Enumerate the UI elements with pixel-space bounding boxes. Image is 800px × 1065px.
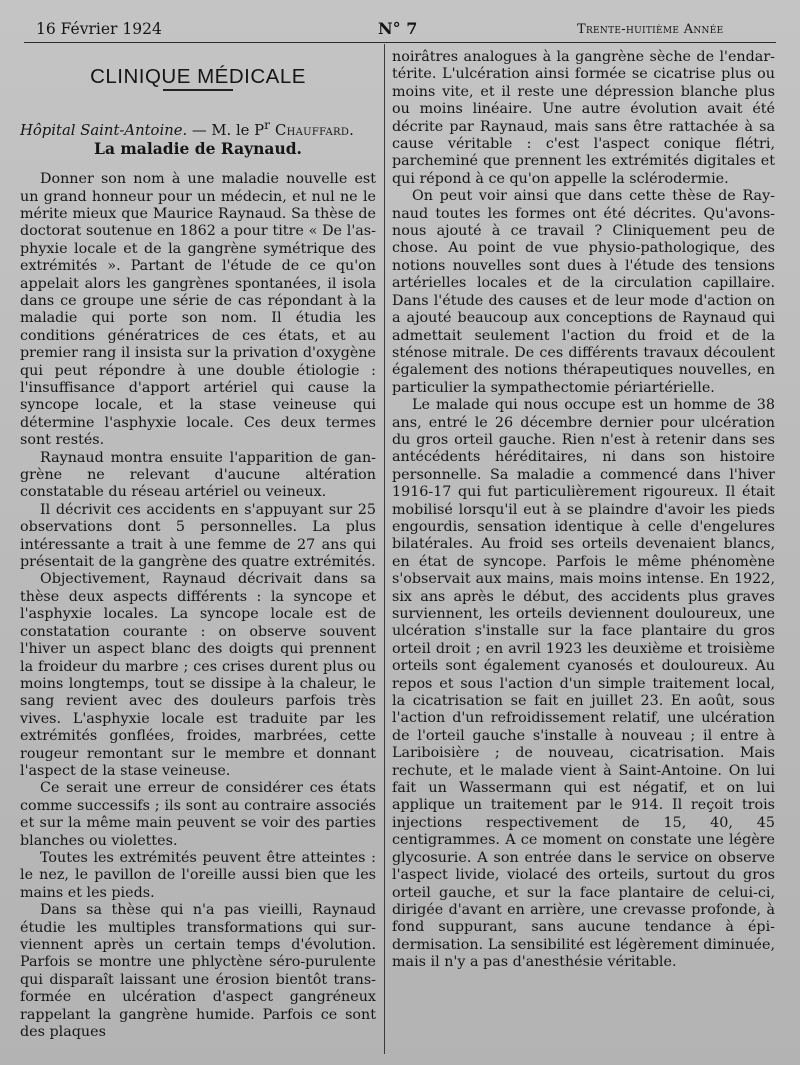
paragraph: Le malade qui nous occupe est un homme de 38 ans, entré le 26 décembre dernier pour ulcération du gros orteil gauche. Rien n'est à retenir dans ses antécédents héréditaires, ni dans son histoire personnelle. Sa maladie a commencé dans l'hiver 1916-17 qui fut particulièrement rigoureux. Il était mobilisé lorsqu'il eut à se plaindre d'avoir les pieds engourdis, sensation identique à celle d'engelures bilatérales. Au froid ses orteils devenaient blancs, en état de syncope. Parfois le même phénomène s'observait aux mains, mais moins intense. En 1922, six ans après le début, des accidents plus graves surviennent, les orteils deviennent douloureux, une ulcération s'installe sur la face plantaire du gros orteil droit ; en avril 1923 les deuxième et troisième orteils sont également cyanosés et douloureux. Au repos et sous l'action d'un simple traitement local, la cicatrisation se fait en juillet 23. En août, sous l'action d'un refroidissement relatif, une ulcération de l'orteil gauche s'installe à nouveau ; il entre à Lariboisière ; de nouveau, cicatrisation. Mais rechute, et le malade vient à Saint-Antoine. On lui fait un Wassermann qui est négatif, et on lui applique un traitement par le 914. Il reçoit trois injections respectivement de 15, 40, 45 centigrammes. A ce moment on constate une légère glycosurie. A son entrée dans le service on observe l'aspect livide, violacé des orteils, surtout du gros orteil gauche, et sur la face plantaire de celui-ci, dirigée d'avant en arrière, une crevasse profonde, à fond suppurant, sans aucune tendance à épidermisation. La sensibilité est légèrement diminuée, mais il n'y a pas d'anesthésie véritable. (392, 397, 775, 971)
paragraph: Toutes les extrémités peuvent être atteintes : le nez, le pavillon de l'oreille aussi bien que les mains et les pieds. (20, 849, 376, 901)
paragraph: Dans sa thèse qui n'a pas vieilli, Raynaud étudie les multiples transformations qui surviennent après un certain temps d'évolution. Parfois se montre une phlyctène séro-purulente qui disparaît laissant une érosion bientôt transformée en ulcération d'aspect gangréneux rappelant la gangrène humide. Parfois ce sont des plaques (20, 902, 376, 1041)
paragraph: Donner son nom à une maladie nouvelle est un grand honneur pour un médecin, et nul ne le mérite mieux que Maurice Raynaud. Sa thèse de doctorat soutenue en 1862 a pour titre « De l'asphyxie locale et de la gangrène symétrique des extrémités ». Partant de l'étude de ce qu'on appelait alors les gangrènes spontanées, il isola dans ce groupe une série de cas répondant à la maladie qui porte son nom. Il étudia les conditions génératrices de ces états, et au premier rang il insista sur la privation d'oxygène qui peut répondre à une double étiologie : l'insuffisance d'apport artériel qui cause la syncope locale, et la stase veineuse qui détermine l'asphyxie locale. Ces deux termes sont restés. (20, 171, 376, 449)
paragraph: On peut voir ainsi que dans cette thèse de Raynaud toutes les formes ont été décrites. Qu'avons-nous ajouté à ce travail ? Cliniquement peu de chose. Au point de vue physio-pathologique, des notions nouvelles sont dues à l'étude des tensions artérielles locales et de la circulation capillaire. Dans l'étude des causes et de leur mode d'action on a ajouté beaucoup aux conceptions de Raynaud qui admettait seulement l'action du froid et de la sténose mitrale. De ces différents travaux découlent également des notions thérapeutiques nouvelles, en particulier la sympathectomie périartérielle. (392, 188, 775, 396)
rubric-underline (163, 89, 233, 91)
column-divider (384, 44, 385, 1054)
byline-superscript: r (264, 118, 271, 133)
byline-separator: — M. le P (187, 122, 265, 140)
byline (20, 117, 376, 139)
byline-author: Chauffard. (270, 122, 355, 140)
header-date: 16 Février 1924 (36, 20, 162, 38)
paragraph: Il décrivit ces accidents en s'appuyant sur 25 observations dont 5 personnelles. La plus intéressante a trait à une femme de 27 ans qui présentait de la gangrène des quatre extrémités. (20, 501, 376, 571)
paragraph: Objectivement, Raynaud décrivait dans sa thèse deux aspects différents : la syncope et l'asphyxie locales. La syncope locale est de constatation courante : on observe souvent l'hiver un aspect blanc des doigts qui prennent la froideur du marbre ; ces crises durent plus ou moins longtemps, tout se dissipe à la chaleur, le sang revient avec des douleurs parfois très vives. L'asphyxie locale est traduite par les extrémités gonflées, froides, marbrées, cette rougeur remontant sur le membre et donnant l'aspect de la stase veineuse. (20, 571, 376, 779)
article-title: La maladie de Raynaud. (94, 138, 302, 158)
paragraph: Raynaud montra ensuite l'apparition de gangrène ne relevant d'aucune altération constatable du réseau artériel ou veineux. (20, 449, 376, 501)
header-issue-number: N° 7 (378, 19, 418, 38)
paragraph: Ce serait une erreur de considérer ces états comme successifs ; ils sont au contraire associés et sur la même main peuvent se voir des parties blanches ou violettes. (20, 780, 376, 849)
section-rubric: CLINIQUE MÉDICALE (90, 65, 306, 88)
byline-hospital: Hôpital Saint-Antoine. (20, 122, 188, 140)
page-header (0, 0, 800, 44)
right-column (392, 49, 775, 972)
left-column (20, 65, 376, 1041)
header-rule (24, 42, 776, 43)
header-year: Trente-huitième Année (577, 22, 724, 37)
paragraph-continued: noirâtres analogues à la gangrène sèche de l'endartérite. L'ulcération ainsi formée se cicatrise plus ou moins vite, et il reste une dépression blanche plus ou moins linéaire. Une autre évolution avait été décrite par Raynaud, mais sans être rattachée à sa cause véritable : c'est l'aspect conique flétri, parcheminé que prennent les extrémités digitales et qui répond à ce qu'on appelle la sclérodermie. (392, 49, 775, 187)
